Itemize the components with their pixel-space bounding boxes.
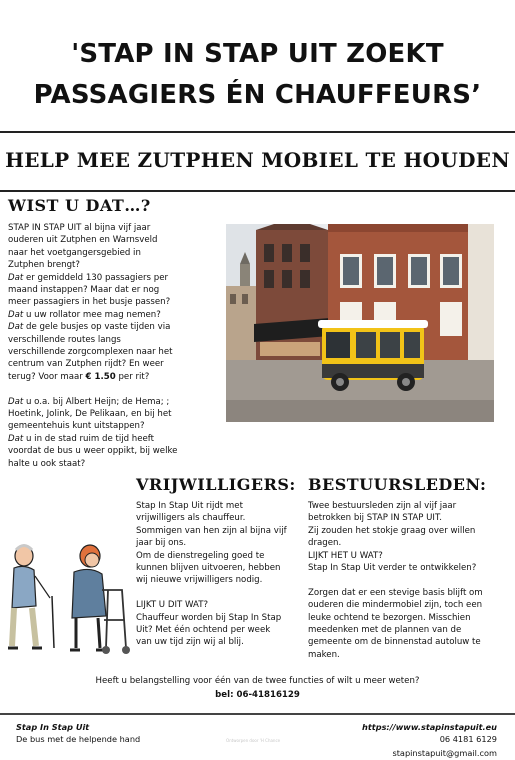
bestuur-body [308,500,508,661]
text-line [308,525,508,537]
line-text: u o.a. bij Albert Heijn; de Hema; ; [23,396,170,407]
paragraph-gap [8,383,223,395]
text-line [308,587,508,599]
text-line [136,537,306,549]
line-text: u uw rollator mee mag nemen? [23,309,161,320]
text-line [136,525,306,537]
title-line-1: 'STAP IN STAP UIT ZOEKT [71,39,444,69]
line-text: u in de stad ruim de tijd heeft [23,433,155,444]
italic-prefix: Dat [8,272,24,283]
line-text: de gele busjes op vaste tijden via [23,322,171,333]
elderly-couple-with-rollator-illustration [2,536,130,662]
line-text: jaar bij ons. [136,538,187,549]
text-line [8,234,223,246]
wist-heading: WIST U DAT…? [8,196,151,215]
text-line [8,408,223,420]
text-line [8,346,223,358]
text-line [8,222,223,234]
line-text: LIJKT U DIT WAT? [136,600,209,611]
line-text: wij nieuwe vrijwilligers nodig. [136,575,263,586]
text-line [8,284,223,296]
italic-prefix: Dat [8,309,24,320]
line-text: Zutphen brengt? [8,260,80,271]
text-line [136,512,306,524]
italic-prefix: Dat [8,322,24,333]
text-line [136,599,306,611]
text-line [308,599,508,611]
text-line [136,500,306,512]
text-line [8,458,223,470]
text-line [308,537,508,549]
text-line [308,636,508,648]
subtitle-divider [0,190,515,192]
vrijwilligers-heading: VRIJWILLIGERS: [136,475,296,494]
text-line [308,612,508,624]
title-line-2: PASSAGIERS ÉN CHAUFFEURS’ [33,80,482,110]
line-text: Sommigen van hen zijn al bijna vijf [136,525,287,536]
line-text: ouderen uit Zutphen en Warnsveld [8,235,158,246]
bold-fragment: € 1.50 [85,371,116,382]
footer-tagline: De bus met de helpende hand [16,734,141,744]
text-line [8,396,223,408]
text-line [308,624,508,636]
line-text: centrum van Zutphen rijdt? En weer [8,359,164,370]
text-line [8,334,223,346]
line-text: per rit? [115,371,150,382]
line-text: van uw tijd zijn wij al blij. [136,637,244,648]
vrijwilligers-body [136,500,306,649]
line-text: naar het voetgangersgebied in [8,247,141,258]
line-text: dragen. [308,538,342,549]
line-text: Chauffeur worden bij Stap In Stap [136,612,282,623]
top-divider [0,131,515,133]
line-text: leuke ochtend te bezorgen. Misschien [308,612,471,623]
bestuur-heading: BESTUURSLEDEN: [308,475,487,494]
contact-phone: bel: 06-41816129 [215,690,300,700]
line-text: kunnen blijven uitvoeren, hebben [136,563,281,574]
line-text: verschillende routes langs [8,334,121,345]
text-line [308,562,508,574]
text-line [136,562,306,574]
text-line [136,612,306,624]
line-text: maken. [308,649,340,660]
text-line [8,371,223,383]
line-text: Twee bestuursleden zijn al vijf jaar [308,501,457,511]
line-text: er gemiddeld 130 passagiers per [23,272,169,283]
line-text: Hoetink, Jolink, De Pelikaan, en bij het [8,409,172,420]
line-text: maand instappen? Maar dat er nog [8,285,160,296]
line-text: halte u ook staat? [8,458,86,469]
street-photo-with-yellow-bus [226,224,494,422]
footer-email-link[interactable]: stapinstapuit@gmail.com [392,748,497,758]
wist-body [8,222,223,470]
line-text: LIJKT HET U WAT? [308,550,383,561]
text-line [8,296,223,308]
line-text: voordat de bus u weer oppikt, bij welke [8,446,178,457]
text-line [136,624,306,636]
line-text: terug? Voor maar [8,371,86,382]
text-line [8,321,223,333]
line-text: meedenken met de plannen van de [308,625,462,636]
line-text: betrokken bij STAP IN STAP UIT. [308,513,442,524]
text-line [308,649,508,661]
italic-prefix: Dat [8,433,24,444]
text-line [136,636,306,648]
line-text: Zorgen dat er een stevige basis blijft om [308,587,483,598]
line-text: Uit? Met één ochtend per week [136,625,271,636]
line-text: verschillende zorgcomplexen naar het [8,347,173,358]
footer-divider [0,713,515,715]
paragraph-gap [308,574,508,586]
text-line [8,259,223,271]
subtitle: HELP MEE ZUTPHEN MOBIEL TE HOUDEN [5,148,510,172]
footer-watermark: Ontworpen door 'H Chance [226,738,281,743]
text-line [308,550,508,562]
contact-question: Heeft u belangstelling voor één van de twee functies of wilt u meer weten? [95,676,420,686]
line-text: gemeente om de binnenstad autoluw te [308,637,481,648]
footer-website-link[interactable]: https://www.stapinstapuit.eu [362,722,497,732]
footer-phone: 06 4181 6129 [439,734,497,744]
text-line [8,445,223,457]
line-text: Stap In Stap Uit verder te ontwikkelen? [308,563,477,574]
line-text: ouderen die mindermobiel zijn, toch een [308,600,483,611]
line-text: Om de dienstregeling goed te [136,550,265,561]
text-line [8,420,223,432]
line-text: STAP IN STAP UIT al bijna vijf jaar [8,223,151,233]
line-text: meer passagiers in het busje passen? [8,297,171,308]
text-line [8,309,223,321]
text-line [8,358,223,370]
footer-org-name: Stap In Stap Uit [16,722,90,732]
text-line [308,512,508,524]
text-line [8,433,223,445]
text-line [8,272,223,284]
text-line [308,500,508,512]
text-line [8,247,223,259]
line-text: Stap In Stap Uit rijdt met [136,501,243,511]
line-text: vrijwilligers als chauffeur. [136,513,246,524]
line-text: gemeentehuis kunt uitstappen? [8,421,145,432]
page-title [0,34,515,116]
italic-prefix: Dat [8,396,24,407]
text-line [136,574,306,586]
text-line [136,550,306,562]
line-text: Zij zouden het stokje graag over willen [308,525,476,536]
paragraph-gap [136,587,306,599]
